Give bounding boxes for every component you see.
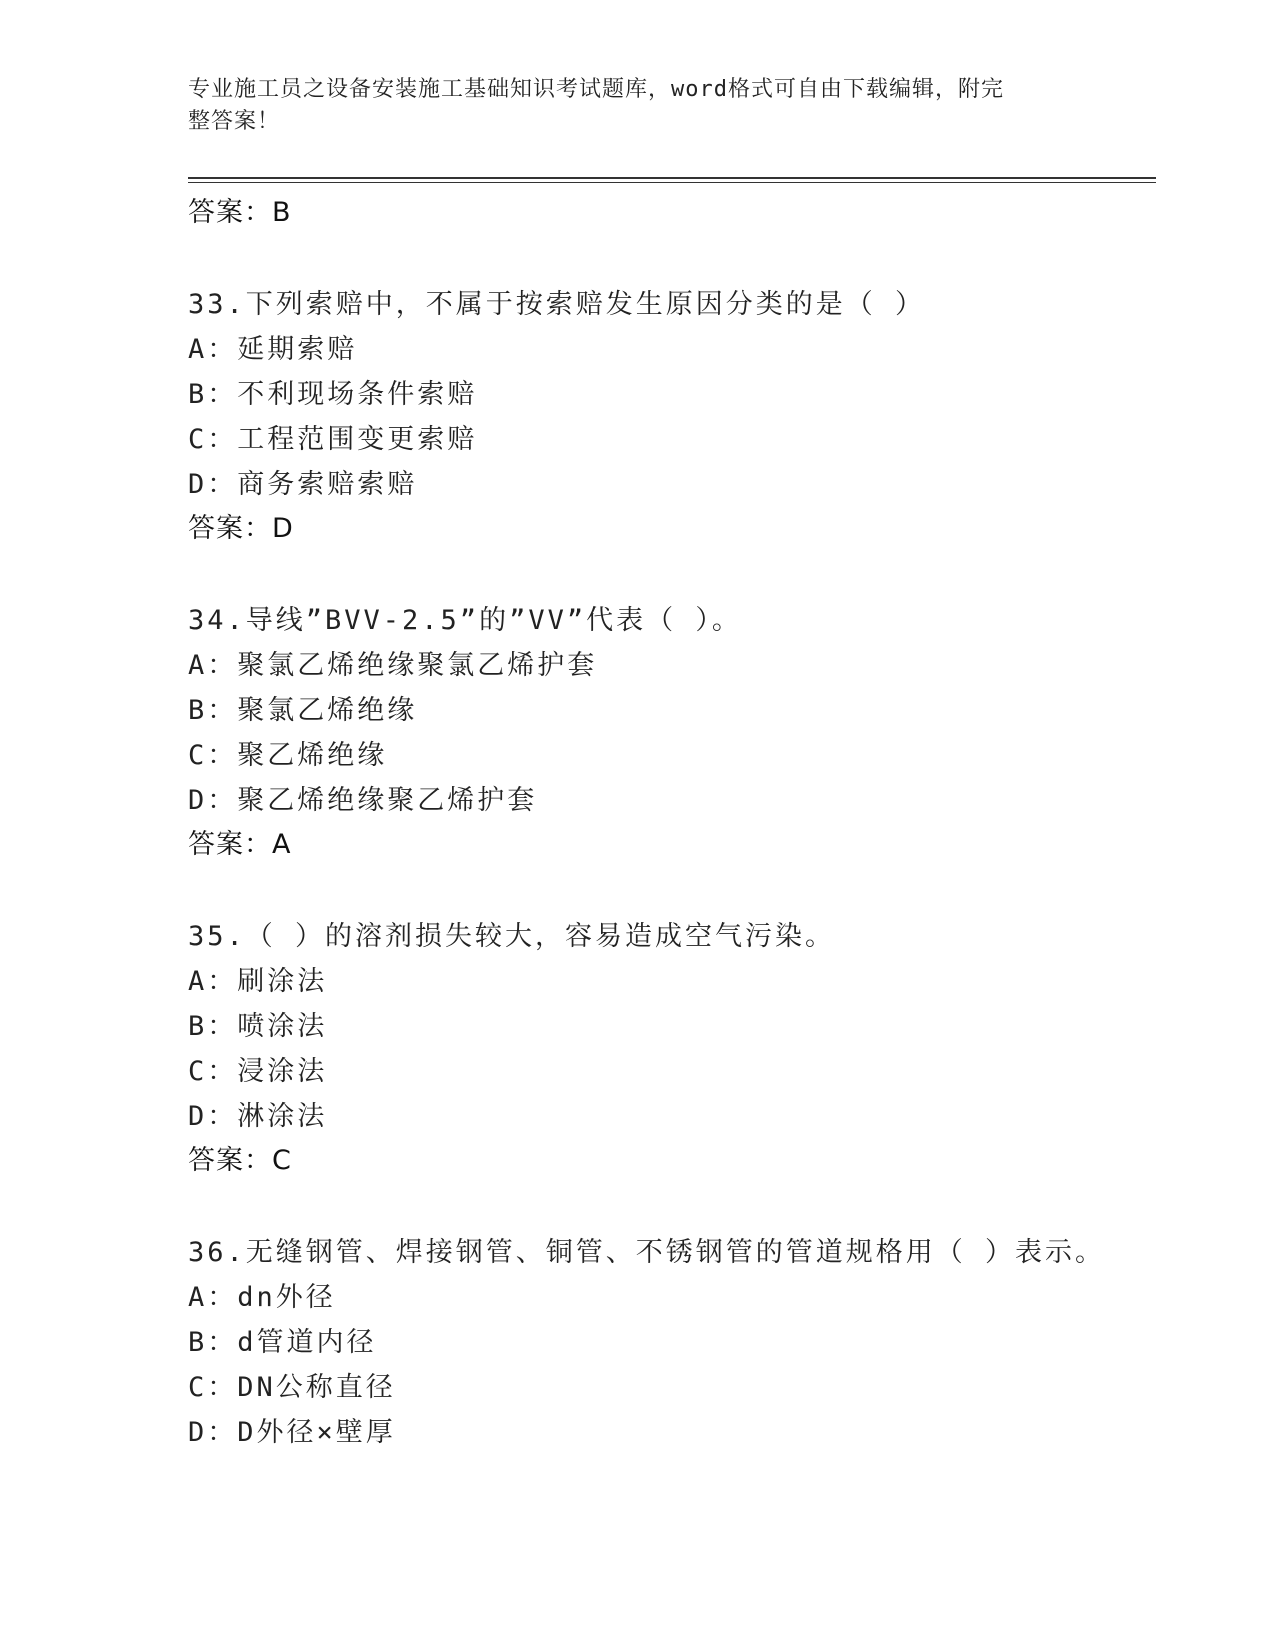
option-b: B：聚氯乙烯绝缘 [188, 695, 418, 726]
option-a: A：dn外径 [188, 1282, 336, 1313]
previous-answer: 答案：B [188, 197, 292, 228]
question-34 [188, 598, 1156, 867]
question-list [188, 191, 1156, 1455]
header-divider-thin [188, 182, 1156, 183]
question-33 [188, 282, 1156, 551]
answer: 答案：A [188, 829, 292, 860]
option-c: C：聚乙烯绝缘 [188, 740, 388, 771]
option-d: D：聚乙烯绝缘聚乙烯护套 [188, 785, 538, 816]
question-36 [188, 1230, 1156, 1455]
option-c: C：DN公称直径 [188, 1372, 396, 1403]
answer: 答案：C [188, 1145, 292, 1176]
option-a: A：聚氯乙烯绝缘聚氯乙烯护套 [188, 650, 598, 681]
question-text: 33.下列索赔中，不属于按索赔发生原因分类的是（ ） [188, 289, 926, 320]
option-a: A：延期索赔 [188, 334, 358, 365]
answer: 答案：D [188, 513, 294, 544]
option-a: A：刷涂法 [188, 966, 328, 997]
question-text: 34.导线”BVV-2.5”的”VV”代表（ ）。 [188, 605, 742, 636]
question-text: 36.无缝钢管、焊接钢管、铜管、不锈钢管的管道规格用（ ）表示。 [188, 1237, 1106, 1268]
option-d: D：商务索赔索赔 [188, 469, 418, 500]
option-b: B：喷涂法 [188, 1011, 328, 1042]
header-line-2: 整答案！ [188, 109, 281, 134]
option-c: C：工程范围变更索赔 [188, 424, 478, 455]
option-c: C：浸涂法 [188, 1056, 328, 1087]
option-d: D：D外径×壁厚 [188, 1417, 396, 1448]
header-line-1: 专业施工员之设备安装施工基础知识考试题库，word格式可自由下载编辑，附完 [188, 77, 1004, 102]
option-d: D：淋涂法 [188, 1101, 328, 1132]
question-text: 35.（ ）的溶剂损失较大，容易造成空气污染。 [188, 921, 836, 952]
option-b: B：不利现场条件索赔 [188, 379, 478, 410]
option-b: B：d管道内径 [188, 1327, 377, 1358]
header-divider-thick [188, 177, 1156, 179]
document-header [188, 74, 1068, 138]
question-35 [188, 914, 1156, 1183]
